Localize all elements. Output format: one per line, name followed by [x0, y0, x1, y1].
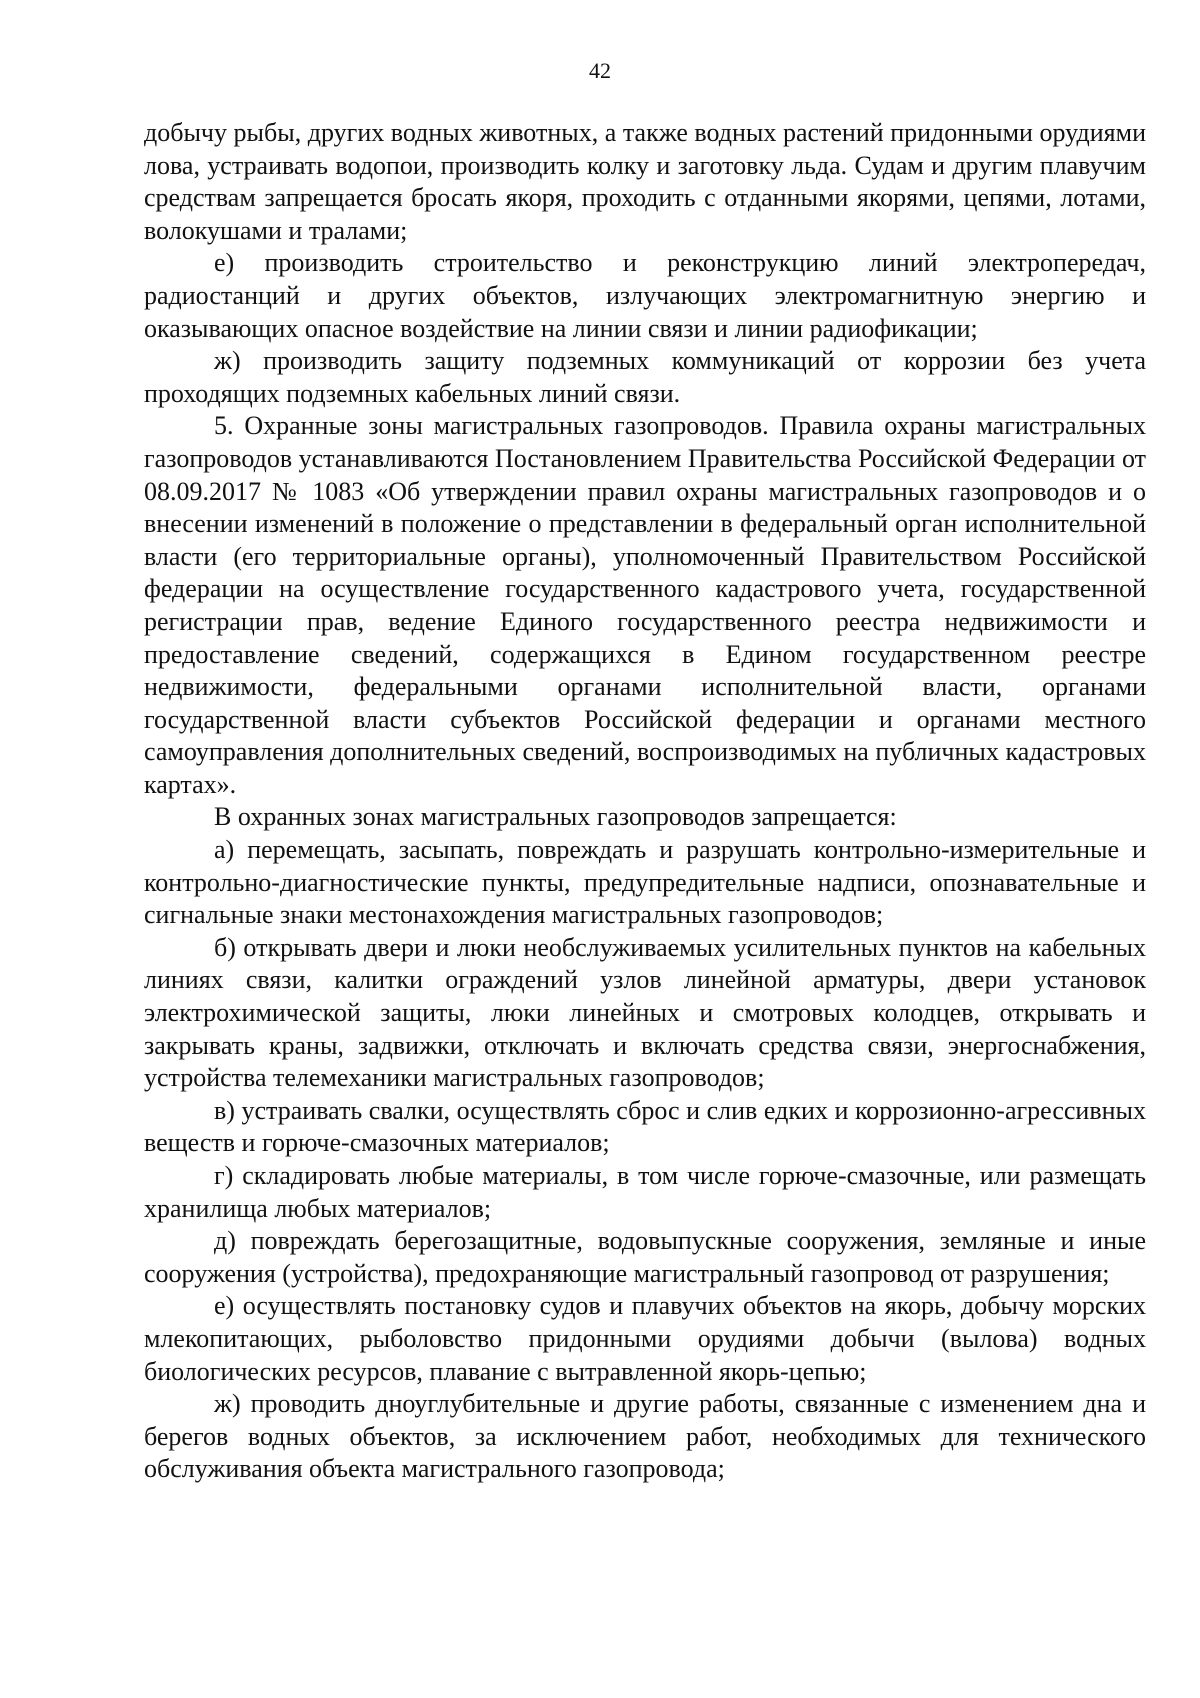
paragraph-item-b: б) открывать двери и люки необслуживаемых усилительных пунктов на кабельных линиях связи, калитки ограждений узлов линейной арматуры, двери установок электрохимической защиты, люки линейных и смотровых колодцев, открывать и закрывать краны, задвижки, отключать и включать средства связи, энергоснабжения, устройства телемеханики магистральных газопроводов; [144, 932, 1146, 1093]
paragraph-item-zh: ж) проводить дноуглубительные и другие работы, связанные с изменением дна и берегов водных объектов, за исключением работ, необходимых для технического обслуживания объекта магистрального газопровода; [144, 1389, 1146, 1484]
paragraph-item-e: е) осуществлять постановку судов и плавучих объектов на якорь, добычу морских млекопитающих, рыболовство придонными орудиями добычи (вылова) водных биологических ресурсов, плавание с вытравленной якорь-цепью; [144, 1291, 1146, 1386]
paragraph-continuation: добычу рыбы, других водных животных, а также водных растений придонными орудиями лова, устраивать водопои, производить колку и заготовку льда. Судам и другим плавучим средствам запрещается бросать якоря, проходить с отданными якорями, цепями, лотами, волокушами и тралами; [144, 118, 1146, 245]
paragraph-section-5: 5. Охранные зоны магистральных газопроводов. Правила охраны магистральных газопроводов устанавливаются Постановлением Правительства Российской Федерации от 08.09.2017 № 1083 «Об утверждении правил охраны магистральных газопроводов и о внесении изменений в положение о представлении в федеральный орган исполнительной власти (его территориальные органы), уполномоченный Правительством Российской федерации на осуществление государственного кадастрового учета, государственной регистрации прав, ведение Единого государственного реестра недвижимости и предоставление сведений, содержащихся в Едином государственном реестре недвижимости, федеральными органами исполнительной власти, органами государственной власти субъектов Российской федерации и органами местного самоуправления дополнительных сведений, воспроизводимых на публичных кадастровых картах». [144, 411, 1146, 799]
paragraph-prohibitions-intro: В охранных зонах магистральных газопроводов запрещается: [214, 802, 897, 832]
paragraph-item-g: г) складировать любые материалы, в том числе горюче-смазочные, или размещать хранилища любых материалов; [144, 1161, 1146, 1223]
paragraph-item-v: в) устраивать свалки, осуществлять сброс и слив едких и коррозионно-агрессивных веществ и горюче-смазочных материалов; [144, 1095, 1146, 1158]
paragraph-item-a: а) перемещать, засыпать, повреждать и разрушать контрольно-измерительные и контрольно-диагностические пункты, предупредительные надписи, опознавательные и сигнальные знаки местонахождения магистральных газопроводов; [144, 835, 1146, 930]
paragraph-item-d: д) повреждать берегозащитные, водовыпускные сооружения, земляные и иные сооружения (устройства), предохраняющие магистральный газопровод от разрушения; [144, 1226, 1146, 1288]
document-body [144, 117, 1146, 1486]
paragraph-item-e-power-lines: е) производить строительство и реконструкцию линий электропередач, радиостанций и других объектов, излучающих электромагнитную энергию и оказывающих опасное воздействие на линии связи и линии радиофикации; [144, 248, 1146, 343]
paragraph-item-zh-corrosion: ж) производить защиту подземных коммуникаций от коррозии без учета проходящих подземных кабельных линий связи. [144, 346, 1146, 408]
page-number: 42 [589, 58, 611, 83]
